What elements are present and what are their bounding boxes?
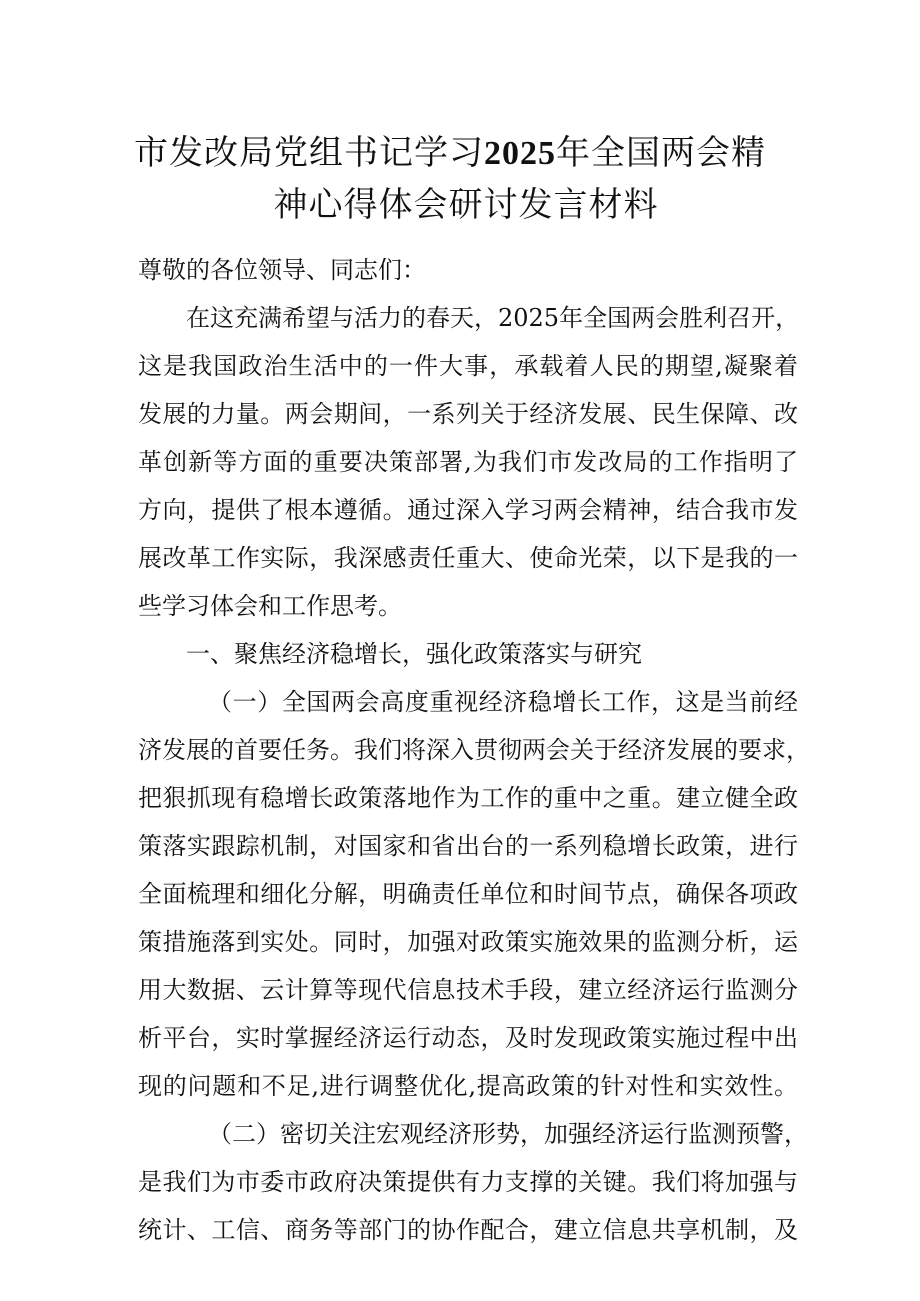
- paragraph-line: 统计、工信、商务等部门的协作配合，建立信息共享机制，及: [138, 1216, 798, 1244]
- section-heading: 一、聚焦经济稳增长，强化政策落实与研究: [186, 640, 642, 668]
- paragraph-line: 发展的力量。两会期间，一系列关于经济发展、民生保障、改: [138, 400, 798, 428]
- title-year: 2025: [484, 135, 556, 172]
- paragraph-line: 展改革工作实际，我深感责任重大、使命光荣，以下是我的一: [138, 544, 798, 572]
- salutation: 尊敬的各位领导、同志们：: [138, 256, 426, 284]
- paragraph-line: 革创新等方面的重要决策部署,为我们市发改局的工作指明了: [138, 448, 798, 476]
- paragraph-line: 现的问题和不足,进行调整优化,提高政策的针对性和实效性。: [138, 1072, 798, 1100]
- document-title-line-2: 神心得体会研讨发言材料: [273, 185, 659, 225]
- paragraph-line: 济发展的首要任务。我们将深入贯彻两会关于经济发展的要求，: [138, 736, 810, 764]
- paragraph-line: 策措施落到实处。同时，加强对政策实施效果的监测分析，运: [138, 928, 798, 956]
- paragraph-line: （二）密切关注宏观经济形势，加强经济运行监测预警，: [208, 1120, 808, 1148]
- paragraph-line: 这是我国政治生活中的一件大事，承载着人民的期望,凝聚着: [138, 352, 798, 380]
- title-text: 年全国两会精: [556, 133, 766, 173]
- paragraph-line: 析平台，实时掌握经济运行动态，及时发现政策实施过程中出: [138, 1024, 798, 1052]
- paragraph-line: 把狠抓现有稳增长政策落地作为工作的重中之重。建立健全政: [138, 784, 798, 812]
- title-text: 市发改局党组书记学习: [134, 133, 484, 173]
- document-title-line-1: [0, 133, 910, 174]
- paragraph-line: （一）全国两会高度重视经济稳增长工作，这是当前经: [208, 688, 798, 716]
- paragraph-line: 策落实跟踪机制，对国家和省出台的一系列稳增长政策，进行: [138, 832, 798, 860]
- paragraph-line: 方向，提供了根本遵循。通过深入学习两会精神，结合我市发: [138, 496, 798, 524]
- paragraph-line: 些学习体会和工作思考。: [138, 592, 402, 620]
- paragraph-line: 是我们为市委市政府决策提供有力支撑的关键。我们将加强与: [138, 1168, 798, 1196]
- paragraph-line: 在这充满希望与活力的春天，2025年全国两会胜利召开，: [186, 304, 800, 332]
- paragraph-line: 全面梳理和细化分解，明确责任单位和时间节点，确保各项政: [138, 880, 798, 908]
- paragraph-line: 用大数据、云计算等现代信息技术手段，建立经济运行监测分: [138, 976, 798, 1004]
